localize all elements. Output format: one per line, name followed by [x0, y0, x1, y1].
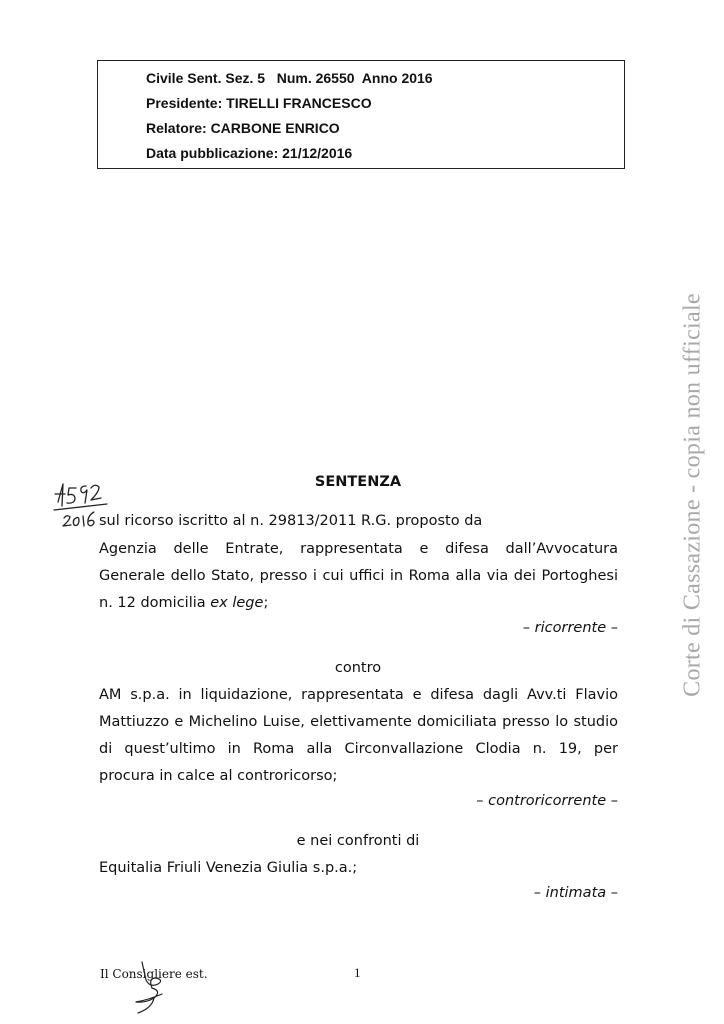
contro-label: contro: [334, 660, 382, 676]
handwritten-signature: [128, 958, 178, 1016]
header-relatore: Relatore: CARBONE ENRICO: [146, 120, 340, 136]
ricorrente-line-3-prefix: n. 12 domicilia: [99, 595, 211, 611]
intimata-role: – intimata –: [533, 885, 618, 901]
ricorrente-line-3-suffix: ;: [263, 595, 269, 611]
ex-lege-italic: ex lege: [210, 595, 264, 611]
controricorrente-role: – controricorrente –: [476, 793, 618, 809]
ricorrente-line-3: [99, 595, 268, 611]
header-data-pubblicazione: Data pubblicazione: 21/12/2016: [146, 145, 353, 161]
ricorrente-line-1: Agenzia delle Entrate, rappresentata e difesa dall’Avvocatura: [99, 541, 618, 557]
ricorrente-line-2: Generale dello Stato, presso i cui uffici in Roma alla via dei Portoghesi: [99, 568, 618, 584]
controricorrente-line-2: Mattiuzzo e Michelino Luise, elettivamente domiciliata presso lo studio: [99, 714, 618, 730]
header-box: [97, 60, 625, 169]
controricorrente-line-3: di quest’ultimo in Roma alla Circonvallazione Clodia n. 19, per: [99, 741, 618, 757]
document-title: SENTENZA: [314, 474, 402, 490]
intro-line: sul ricorso iscritto al n. 29813/2011 R.G. proposto da: [99, 513, 483, 529]
watermark-text: Corte di Cassazione - copia non ufficiale: [679, 293, 706, 697]
footer-consigliere-label: Il Consigliere est.: [100, 967, 208, 981]
controricorrente-line-4: procura in calce al controricorso;: [99, 768, 338, 784]
intimata-line-1: Equitalia Friuli Venezia Giulia s.p.a.;: [99, 860, 358, 876]
nei-confronti-label: e nei confronti di: [296, 833, 420, 849]
ricorrente-role: – ricorrente –: [522, 620, 618, 636]
controricorrente-line-1: AM s.p.a. in liquidazione, rappresentata e difesa dagli Avv.ti Flavio: [99, 687, 618, 703]
header-presidente: Presidente: TIRELLI FRANCESCO: [146, 95, 372, 111]
page-number: 1: [354, 965, 361, 980]
header-sentence-info: Civile Sent. Sez. 5 Num. 26550 Anno 2016: [146, 70, 433, 86]
